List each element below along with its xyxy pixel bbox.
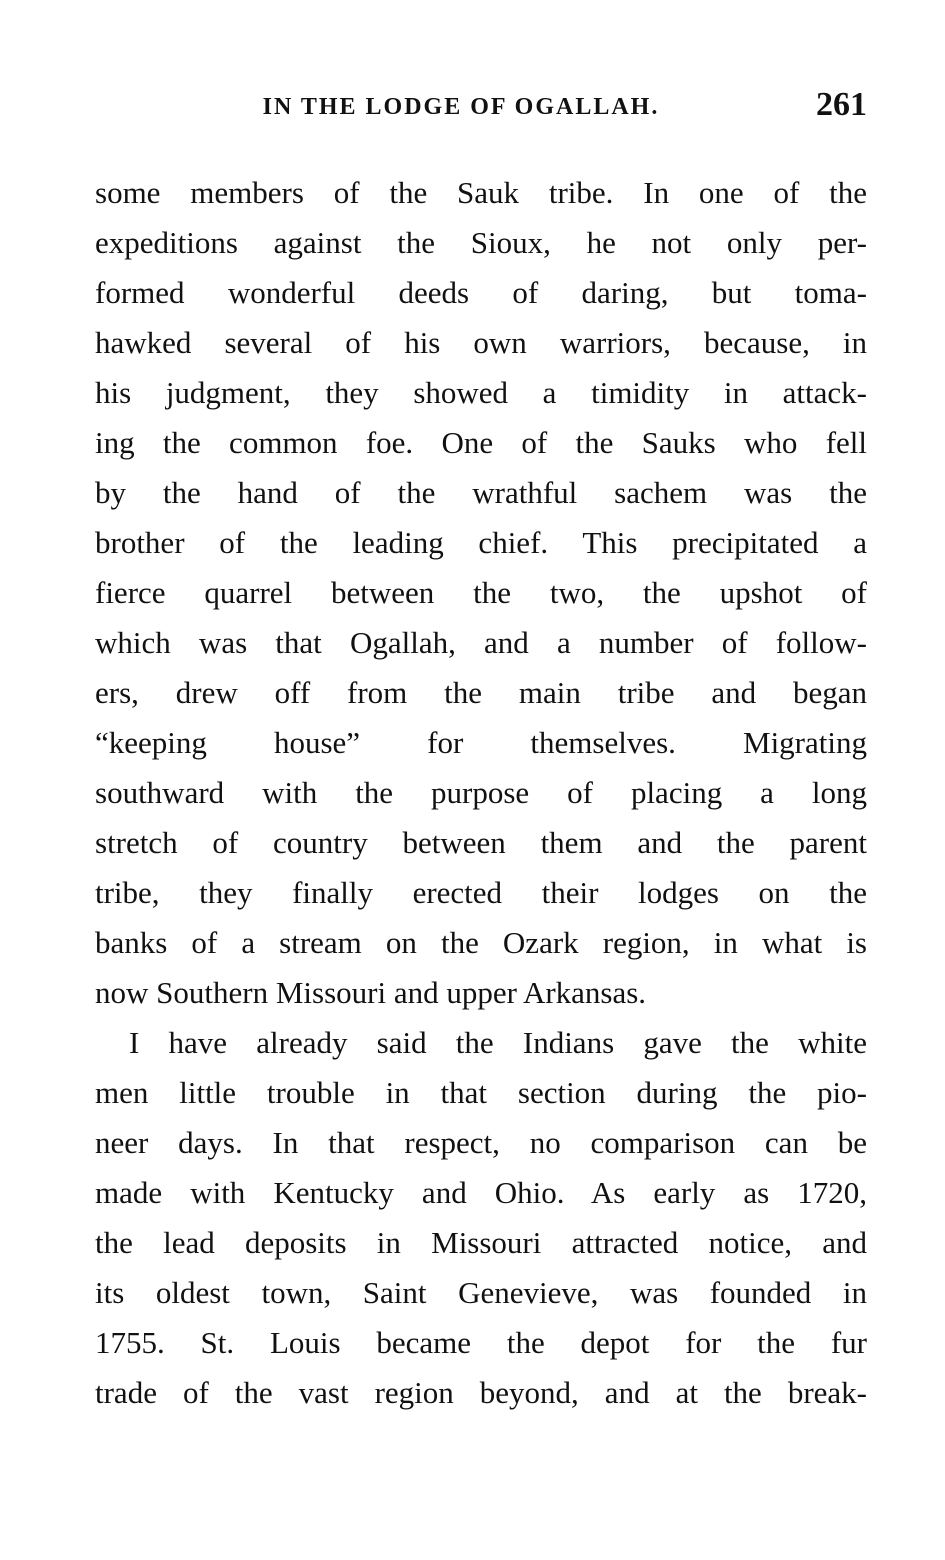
page-number: 261: [816, 86, 867, 123]
text-line: expeditions against the Sioux, he not only per-: [95, 225, 867, 260]
body-text: [95, 168, 867, 1418]
text-line: fierce quarrel between the two, the upshot of: [95, 575, 867, 610]
text-line: men little trouble in that section during the pio-: [95, 1075, 867, 1110]
text-line: which was that Ogallah, and a number of follow-: [95, 625, 867, 660]
text-line: “keeping house” for themselves. Migrating: [95, 725, 867, 760]
text-line: hawked several of his own warriors, because, in: [95, 325, 867, 360]
text-line: southward with the purpose of placing a long: [95, 775, 867, 810]
text-line: stretch of country between them and the parent: [95, 825, 867, 860]
text-line: some members of the Sauk tribe. In one of the: [95, 175, 867, 210]
text-line: his judgment, they showed a timidity in attack-: [95, 375, 867, 410]
text-line: I have already said the Indians gave the white: [129, 1025, 867, 1060]
text-line: trade of the vast region beyond, and at the break-: [95, 1375, 867, 1410]
text-line: now Southern Missouri and upper Arkansas.: [95, 975, 647, 1010]
text-line: banks of a stream on the Ozark region, in what is: [95, 925, 867, 960]
text-line: ing the common foe. One of the Sauks who fell: [95, 425, 867, 460]
text-line: 1755. St. Louis became the depot for the fur: [95, 1325, 867, 1360]
text-line: tribe, they finally erected their lodges on the: [95, 875, 867, 910]
text-line: brother of the leading chief. This precipitated a: [95, 525, 867, 560]
text-line: formed wonderful deeds of daring, but toma-: [95, 275, 867, 310]
running-title: IN THE LODGE OF OGALLAH.: [262, 94, 660, 120]
running-head: [95, 86, 867, 126]
text-line: neer days. In that respect, no comparison can be: [95, 1125, 867, 1160]
text-line: by the hand of the wrathful sachem was the: [95, 475, 867, 510]
text-line: its oldest town, Saint Genevieve, was founded in: [95, 1275, 867, 1310]
text-line: the lead deposits in Missouri attracted notice, and: [95, 1225, 867, 1260]
text-line: made with Kentucky and Ohio. As early as 1720,: [95, 1175, 867, 1210]
text-line: ers, drew off from the main tribe and began: [95, 675, 867, 710]
